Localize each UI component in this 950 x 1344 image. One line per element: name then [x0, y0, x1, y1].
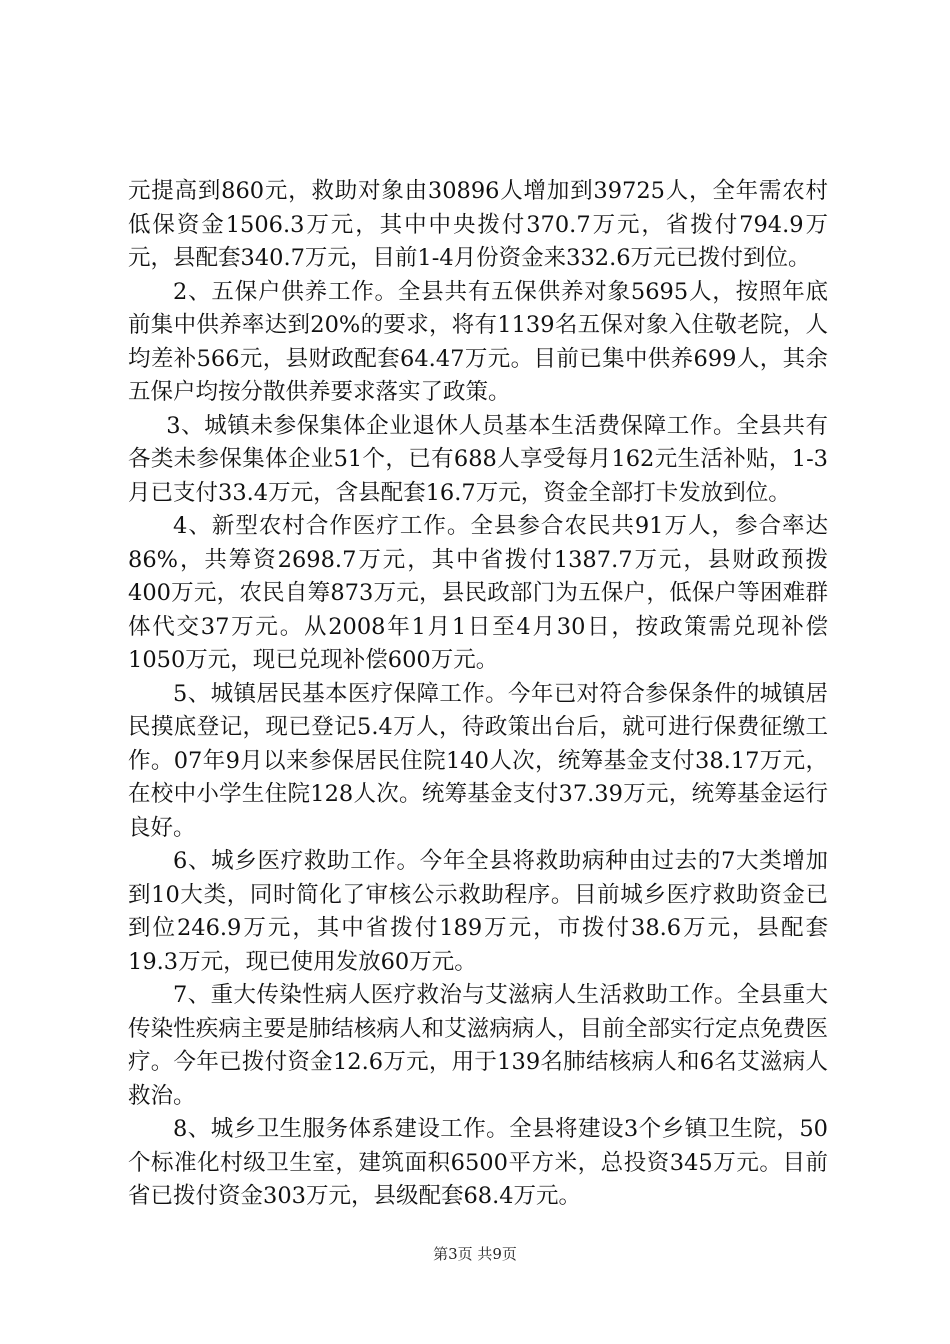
page-number-footer: 第3页 共9页 — [433, 1245, 517, 1263]
paragraph-item-5: 5、城镇居民基本医疗保障工作。今年已对符合参保条件的城镇居民摸底登记，现已登记5.4万人，待政策出台后，就可进行保费征缴工作。07年9月以来参保居民住院140人次，统筹基金支付38.17万元，在校中小学生住院128人次。统筹基金支付37.39万元，统筹基金运行良好。 — [128, 680, 828, 841]
paragraph-item-4: 4、新型农村合作医疗工作。全县参合农民共91万人，参合率达86%，共筹资2698.7万元，其中省拨付1387.7万元，县财政预拨400万元，农民自筹873万元，县民政部门为五保户，低保户等困难群体代交37万元。从2008年1月1日至4月30日，按政策需兑现补偿1050万元，现已兑现补偿600万元。 — [128, 513, 828, 673]
paragraph-item-2: 2、五保户供养工作。全县共有五保供养对象5695人，按照年底前集中供养率达到20%的要求，将有1139名五保对象入住敬老院，人均差补566元，县财政配套64.47万元。目前已集中供养699人，其余五保户均按分散供养要求落实了政策。 — [128, 278, 828, 405]
paragraph-item-7: 7、重大传染性病人医疗救治与艾滋病人生活救助工作。全县重大传染性疾病主要是肺结核病人和艾滋病病人，目前全部实行定点免费医疗。今年已拨付资金12.6万元，用于139名肺结核病人和6名艾滋病人救治。 — [128, 982, 828, 1109]
paragraph-item-6: 6、城乡医疗救助工作。今年全县将救助病种由过去的7大类增加到10大类，同时简化了审核公示救助程序。目前城乡医疗救助资金已到位246.9万元，其中省拨付189万元，市拨付38.6万元，县配套19.3万元，现已使用发放60万元。 — [128, 848, 828, 975]
document-body — [128, 175, 828, 1214]
paragraph-item-8: 8、城乡卫生服务体系建设工作。全县将建设3个乡镇卫生院，50个标准化村级卫生室，建筑面积6500平方米，总投资345万元。目前省已拨付资金303万元，县级配套68.4万元。 — [128, 1116, 828, 1209]
paragraph-item-3: 3、城镇未参保集体企业退休人员基本生活费保障工作。全县共有各类未参保集体企业51个，已有688人享受每月162元生活补贴，1-3月已支付33.4万元，含县配套16.7万元，资金全部打卡发放到位。 — [128, 412, 828, 506]
paragraph-continuation: 元提高到860元，救助对象由30896人增加到39725人，全年需农村低保资金1506.3万元，其中中央拨付370.7万元，省拨付794.9万元，县配套340.7万元，目前1-4月份资金来332.6万元已拨付到位。 — [128, 178, 828, 271]
